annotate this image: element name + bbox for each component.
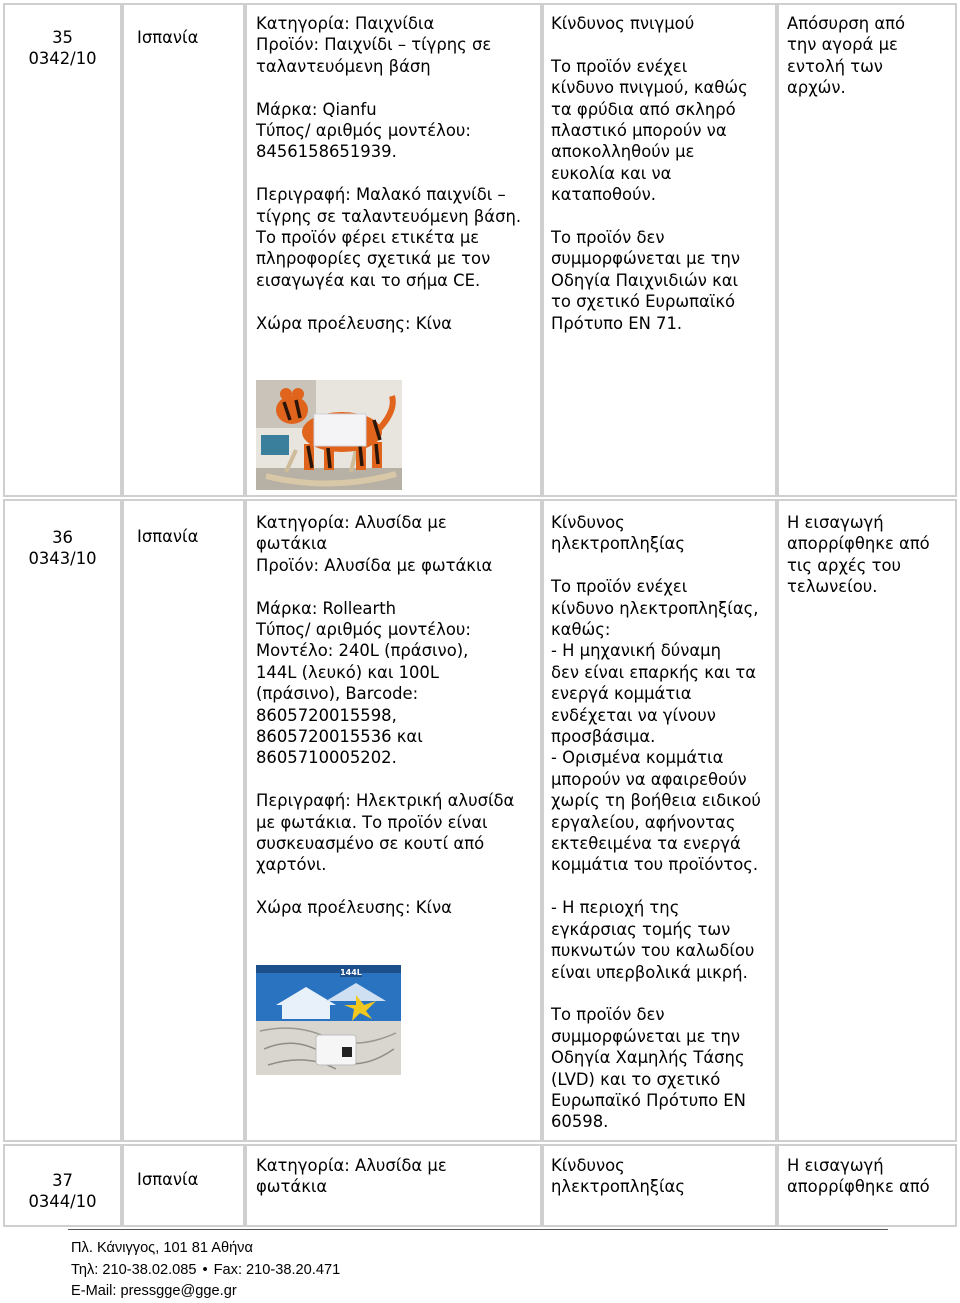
box-label: 144L bbox=[340, 968, 362, 977]
risk-line: κίνδυνο πνιγμού, καθώς bbox=[551, 78, 748, 98]
product-para-4 bbox=[256, 897, 514, 918]
risk-line: - Ορισμένα κομμάτια bbox=[551, 748, 724, 768]
risk-line: συμμορφώνεται με την bbox=[551, 249, 741, 269]
product-line: 8605720015536 και bbox=[256, 727, 423, 747]
risk-para-4 bbox=[551, 1004, 761, 1132]
country-name: Ισπανία bbox=[137, 28, 199, 47]
risk-line: ενεργά κομμάτια bbox=[551, 684, 692, 704]
product-line: φωτάκια bbox=[256, 1177, 328, 1197]
row36-country bbox=[137, 526, 198, 547]
product-line: χαρτόνι. bbox=[256, 855, 327, 875]
country-name: Ισπανία bbox=[137, 1170, 199, 1189]
product-line: Μοντέλο: 240L (πράσινο), bbox=[256, 641, 469, 661]
risk-line: κίνδυνο ηλεκτροπληξίας, bbox=[551, 598, 759, 618]
risk-line: Το προϊόν ενέχει bbox=[551, 577, 688, 597]
product-line: φωτάκια bbox=[256, 534, 328, 554]
risk-line: εγκάρσιας τομής των bbox=[551, 919, 731, 939]
notification-code: 0343/10 bbox=[28, 549, 97, 569]
row35-measures bbox=[787, 13, 905, 99]
risk-line: δεν είναι επαρκής και τα bbox=[551, 662, 757, 682]
product-line: 8605720015598, bbox=[256, 705, 397, 725]
row35-cell-country bbox=[122, 3, 245, 497]
risk-line: - Η περιοχή της bbox=[551, 898, 680, 918]
product-line: πληροφορίες σχετικά με τον bbox=[256, 249, 491, 269]
risk-line: Το προϊόν ενέχει bbox=[551, 56, 688, 76]
product-line: 8456158651939. bbox=[256, 142, 397, 162]
risk-line: προσβάσιμα. bbox=[551, 727, 656, 747]
product-para-3 bbox=[256, 184, 521, 291]
measure-line: την αγορά με bbox=[787, 35, 898, 55]
product-line: Το προϊόν φέρει ετικέτα με bbox=[256, 228, 480, 248]
bullet-separator: • bbox=[202, 1262, 208, 1278]
row36-measures bbox=[787, 512, 930, 598]
product-line: Περιγραφή: Μαλακό παιχνίδι – bbox=[256, 185, 506, 205]
measure-line: Η εισαγωγή bbox=[787, 513, 884, 532]
risk-line: - Η μηχανική δύναμη bbox=[551, 641, 721, 661]
measure-line: απορρίφθηκε από bbox=[787, 1177, 930, 1197]
risk-line: πλαστικό μπορούν να bbox=[551, 121, 727, 141]
row37-country bbox=[137, 1169, 198, 1190]
row37-number-block bbox=[5, 1170, 120, 1213]
product-line: Τύπος/ αριθμός μοντέλου: bbox=[256, 620, 471, 640]
row36-cell-country bbox=[122, 499, 245, 1142]
product-line: Κατηγορία: Αλυσίδα με bbox=[256, 513, 447, 532]
notification-code: 0342/10 bbox=[28, 49, 97, 69]
row35-cell-number bbox=[3, 3, 122, 497]
row36-cell-number bbox=[3, 499, 122, 1142]
notification-code: 0344/10 bbox=[28, 1192, 97, 1212]
row35-country bbox=[137, 27, 198, 48]
risk-line: πυκνωτών του καλωδίου bbox=[551, 941, 755, 961]
risk-line: Οδηγία Χαμηλής Τάσης bbox=[551, 1048, 745, 1068]
risk-line: ενδέχεται να γίνουν bbox=[551, 705, 716, 725]
product-para-4 bbox=[256, 313, 521, 334]
measure-line: εντολή των bbox=[787, 56, 883, 76]
row37-risk bbox=[551, 1155, 685, 1198]
risk-line: 60598. bbox=[551, 1112, 609, 1132]
risk-line: καταποθούν. bbox=[551, 185, 656, 205]
row37-product bbox=[256, 1155, 447, 1198]
product-line: ταλαντευόμενη βάση bbox=[256, 56, 431, 76]
risk-para-3 bbox=[551, 227, 748, 334]
product-para-1 bbox=[256, 13, 521, 77]
measure-line: τις αρχές του bbox=[787, 555, 901, 575]
product-line: Μάρκα: Rollearth bbox=[256, 598, 397, 618]
risk-line: Οδηγία Παιχνιδιών και bbox=[551, 270, 739, 290]
product-line: Μάρκα: Qianfu bbox=[256, 99, 377, 119]
footer-contact bbox=[71, 1260, 340, 1280]
measure-line: Απόσυρση από bbox=[787, 14, 906, 33]
risk-line: καθώς: bbox=[551, 620, 611, 640]
product-line: Προϊόν: Παιχνίδι – τίγρης σε bbox=[256, 35, 492, 55]
footer-address: Πλ. Κάνιγγος, 101 81 Αθήνα bbox=[71, 1240, 253, 1256]
product-photo-tiger bbox=[256, 380, 402, 490]
row36-product bbox=[256, 512, 514, 919]
product-line: με φωτάκια. Το προϊόν είναι bbox=[256, 812, 488, 832]
row36-number-block bbox=[5, 527, 120, 570]
risk-line: χωρίς τη βοήθεια ειδικού bbox=[551, 791, 761, 811]
product-line: Περιγραφή: Ηλεκτρική αλυσίδα bbox=[256, 791, 515, 811]
measure-line: Η εισαγωγή bbox=[787, 1156, 884, 1175]
row37-measures bbox=[787, 1155, 930, 1198]
risk-line: Ευρωπαϊκό Πρότυπο ΕΝ bbox=[551, 1090, 746, 1110]
country-name: Ισπανία bbox=[137, 527, 199, 546]
row35-risk bbox=[551, 13, 748, 334]
product-line: εισαγωγέα και το σήμα CE. bbox=[256, 270, 481, 290]
risk-line: Πρότυπο ΕΝ 71. bbox=[551, 313, 683, 333]
risk-line: το σχετικό Ευρωπαϊκό bbox=[551, 292, 736, 312]
row35-number-block bbox=[5, 27, 120, 70]
product-line: (πράσινο), Barcode: bbox=[256, 684, 419, 704]
risk-line: είναι υπερβολικά μικρή. bbox=[551, 962, 748, 982]
row-number: 35 bbox=[52, 28, 73, 47]
row35-product bbox=[256, 13, 521, 334]
risk-para-3 bbox=[551, 897, 761, 983]
risk-line: ευκολία και να bbox=[551, 163, 672, 183]
risk-line: Κίνδυνος bbox=[551, 1156, 625, 1175]
footer-phone: Τηλ: 210-38.02.085 bbox=[71, 1262, 197, 1278]
product-line: συσκευασμένο σε κουτί από bbox=[256, 834, 485, 854]
risk-line: εργαλείου, αφήνοντας bbox=[551, 812, 736, 832]
product-line: 8605710005202. bbox=[256, 748, 397, 768]
footer-email[interactable]: E-Mail: pressgge@gge.gr bbox=[71, 1283, 237, 1299]
product-para-1 bbox=[256, 512, 514, 576]
risk-line: αποκολληθούν με bbox=[551, 142, 695, 162]
measure-line: αρχών. bbox=[787, 78, 846, 98]
product-para-3 bbox=[256, 790, 514, 876]
product-line: Προϊόν: Αλυσίδα με φωτάκια bbox=[256, 555, 493, 575]
footer-fax: Fax: 210-38.20.471 bbox=[213, 1262, 341, 1278]
product-para-2 bbox=[256, 598, 514, 769]
risk-line: μπορούν να αφαιρεθούν bbox=[551, 769, 747, 789]
risk-para-2 bbox=[551, 576, 761, 876]
measure-line: τελωνείου. bbox=[787, 577, 878, 597]
product-line: Τύπος/ αριθμός μοντέλου: bbox=[256, 121, 471, 141]
product-line: Κατηγορία: Αλυσίδα με bbox=[256, 1156, 447, 1175]
risk-line: εκτεθειμένα τα ενεργά bbox=[551, 834, 741, 854]
risk-line: Κίνδυνος bbox=[551, 513, 625, 532]
risk-para-1 bbox=[551, 512, 761, 555]
measure-line: απορρίφθηκε από bbox=[787, 534, 930, 554]
product-photo-light-chain bbox=[256, 965, 401, 1075]
risk-line: συμμορφώνεται με την bbox=[551, 1026, 741, 1046]
product-line: Κατηγορία: Παιχνίδια bbox=[256, 14, 435, 33]
risk-line: Το προϊόν δεν bbox=[551, 1005, 665, 1025]
row-number: 37 bbox=[52, 1171, 73, 1190]
product-line: 144L (λευκό) και 100L bbox=[256, 662, 439, 682]
row36-risk bbox=[551, 512, 761, 1133]
product-para-2 bbox=[256, 99, 521, 163]
risk-line: Το προϊόν δεν bbox=[551, 228, 665, 248]
risk-line: κομμάτια του προϊόντος. bbox=[551, 855, 759, 875]
risk-line: (LVD) και το σχετικό bbox=[551, 1069, 721, 1089]
row-number: 36 bbox=[52, 528, 73, 547]
product-line: τίγρης σε ταλαντευόμενη βάση. bbox=[256, 206, 522, 226]
risk-line: τα φρύδια από σκληρό bbox=[551, 99, 736, 119]
risk-para-2 bbox=[551, 56, 748, 206]
risk-para-1 bbox=[551, 13, 748, 34]
product-line: Χώρα προέλευσης: Κίνα bbox=[256, 313, 452, 333]
risk-line: Κίνδυνος πνιγμού bbox=[551, 14, 695, 33]
risk-line: ηλεκτροπληξίας bbox=[551, 1177, 685, 1197]
risk-line: ηλεκτροπληξίας bbox=[551, 534, 685, 554]
footer-divider bbox=[68, 1229, 888, 1230]
product-line: Χώρα προέλευσης: Κίνα bbox=[256, 898, 452, 918]
